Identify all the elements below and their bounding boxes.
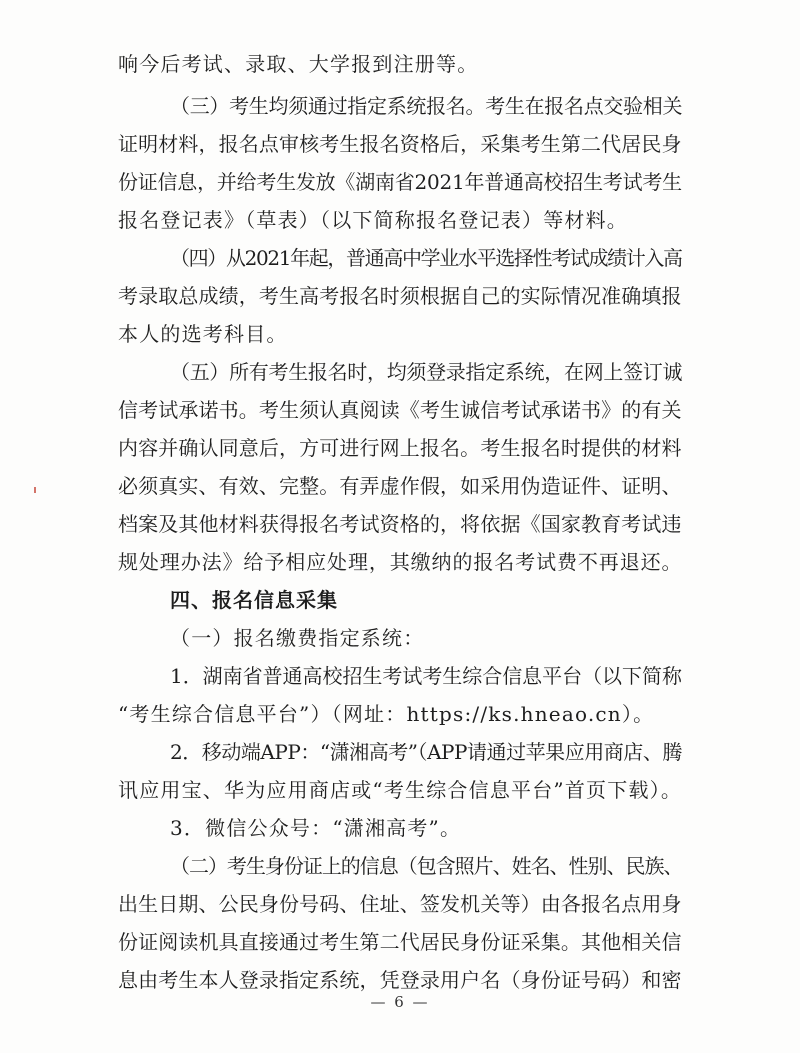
paragraph-3-line: （三）考生均须通过指定系统报名。考生在报名点交验相关 bbox=[170, 94, 683, 118]
text-line: 讯应用宝、华为应用商店或“考生综合信息平台”首页下载）。 bbox=[118, 778, 683, 802]
text-line: 证明材料，报名点审核考生报名资格后，采集考生第二代居民身 bbox=[118, 132, 682, 156]
scan-speck bbox=[34, 487, 36, 493]
text-line: 必须真实、有效、完整。有弄虚作假，如采用伪造证件、证明、 bbox=[118, 474, 682, 498]
text-line: 报名登记表》（草表）（以下简称报名登记表）等材料。 bbox=[118, 208, 628, 232]
text-line: “考生综合信息平台”）（网址：https://ks.hneao.cn）。 bbox=[118, 702, 655, 726]
text-line: 内容并确认同意后，方可进行网上报名。考生报名时提供的材料 bbox=[118, 436, 682, 460]
text-line: 响今后考试、录取、大学报到注册等。 bbox=[118, 52, 479, 76]
section-heading: 四、报名信息采集 bbox=[170, 588, 338, 612]
text-line: 份证信息，并给考生发放《湖南省2021年普通高校招生考试考生 bbox=[118, 170, 682, 194]
list-item-2-line: 2．移动端APP：“潇湘高考”（APP请通过苹果应用商店、腾 bbox=[170, 740, 682, 764]
paragraph-5-line: （五）所有考生报名时，均须登录指定系统，在网上签订诚 bbox=[170, 360, 683, 384]
text-line: 规处理办法》给予相应处理，其缴纳的报名考试费不再退还。 bbox=[118, 550, 683, 574]
page-number: — 6 — bbox=[370, 993, 430, 1011]
subsection-heading: （一）报名缴费指定系统： bbox=[170, 626, 425, 650]
text-line: 份证阅读机具直接通过考生第二代居民身份证采集。其他相关信 bbox=[118, 930, 682, 954]
text-line: 考录取总成绩，考生高考报名时须根据自己的实际情况准确填报 bbox=[118, 284, 682, 308]
text-line: 息由考生本人登录指定系统，凭登录用户名（身份证号码）和密 bbox=[118, 968, 682, 992]
text-line: 信考试承诺书。考生须认真阅读《考生诚信考试承诺书》的有关 bbox=[118, 398, 682, 422]
paragraph-4-line: （四）从2021年起，普通高中学业水平选择性考试成绩计入高 bbox=[170, 246, 682, 270]
text-line: 本人的选考科目。 bbox=[118, 322, 288, 346]
text-line: 出生日期、公民身份号码、住址、签发机关等）由各报名点用身 bbox=[118, 892, 682, 916]
subsection-2-line: （二）考生身份证上的信息（包含照片、姓名、性别、民族、 bbox=[170, 854, 683, 878]
text-line: 档案及其他材料获得报名考试资格的，将依据《国家教育考试违 bbox=[118, 512, 682, 536]
list-item-1-line: 1．湖南省普通高校招生考试考生综合信息平台（以下简称 bbox=[170, 664, 682, 688]
list-item-3-line: 3．微信公众号：“潇湘高考”。 bbox=[170, 816, 462, 840]
